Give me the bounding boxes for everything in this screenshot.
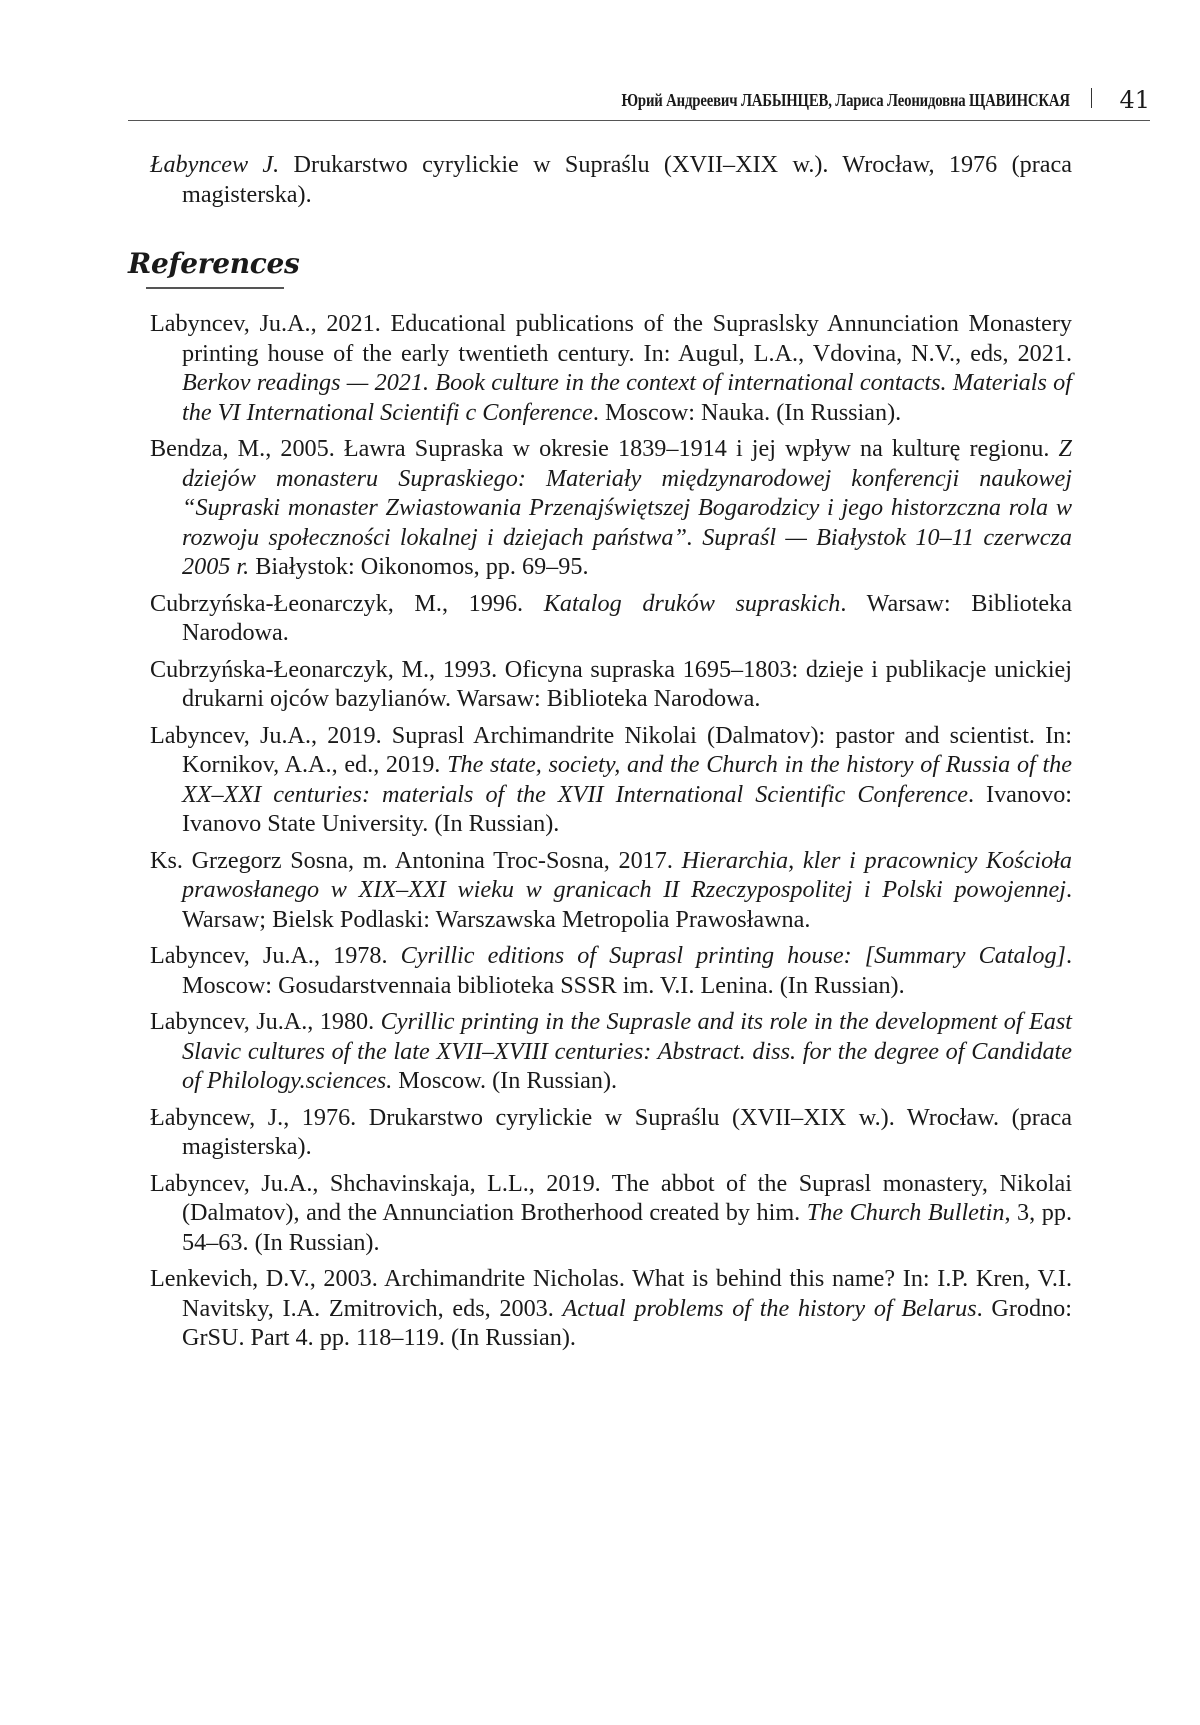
header-separator — [1091, 88, 1092, 108]
reference-entry: Labyncev, Ju.A., 2021. Educational publications of the Supraslsky Annunciation Monastery printing house of the early twentieth century. In: Augul, L.A., Vdovina, N.V., eds, 2021. Berkov readings — 2021. Book culture in the context of international contacts. Materials of the VI International Scientifi c Conference. Moscow: Nauka. (In Russian). — [150, 310, 1072, 426]
reference-entry: Cubrzyńska-Łeonarczyk, M., 1993. Oficyna supraska 1695–1803: dzieje i publikacje unickiej drukarni ojców bazylianów. Warsaw: Biblioteka Narodowa. — [150, 655, 1072, 712]
page-number: 41 — [1119, 86, 1150, 114]
bibliography-entry — [150, 150, 1072, 209]
heading-underline — [146, 287, 284, 289]
reference-entry: Ks. Grzegorz Sosna, m. Antonina Troc-Sosna, 2017. Hierarchia, kler i pracownicy Kościoła prawosłanego w XIX–XXI wieku w granicach II Rzeczypospolitej i Polski powojennej. Warsaw; Bielsk Podlaski: Warszawska Metropolia Prawosławna. — [150, 846, 1072, 933]
reference-entry: Labyncev, Ju.A., Shchavinskaja, L.L., 2019. The abbot of the Suprasl monastery, Nikolai (Dalmatov), and the Annunciation Brotherhood created by him. The Church Bulletin, 3, pp. 54–63. (In Russian). — [150, 1169, 1072, 1256]
reference-entry: Bendza, M., 2005. Ławra Supraska w okresie 1839–1914 i jej wpływ na kulturę regionu. Z dziejów monasteru Supraskiego: Materiały międzynarodowej konferencji naukowej “Supraski monaster Zwiastowania Przenajświętszej Bogarodzicy i jego historzczna rola w rozwoju społeczności lokalnej i dziejach państwa”. Supraśl — Białystok 10–11 czerwcza 2005 r. Białystok: Oikonomos, pp. 69–95. — [150, 435, 1072, 580]
entry-author-italic: Łabyncew J. — [150, 151, 280, 178]
reference-entry: Łabyncew, J., 1976. Drukarstwo cyrylickie w Supraślu (XVII–XIX w.). Wrocław. (praca magisterska). — [150, 1103, 1072, 1160]
entry-text: Drukarstwo cyrylickie w Supraślu (XVII–XIX w.). Wrocław, 1976 (praca magisterska). — [182, 151, 1072, 208]
top-entry-block — [150, 150, 1072, 216]
reference-entry: Labyncev, Ju.A., 1978. Cyrillic editions of Suprasl printing house: [Summary Catalog]. Moscow: Gosudarstvennaia biblioteka SSSR im. V.I. Lenina. (In Russian). — [150, 942, 1072, 999]
reference-entry: Labyncev, Ju.A., 2019. Suprasl Archimandrite Nikolai (Dalmatov): pastor and scientist. In: Kornikov, A.A., ed., 2019. The state, society, and the Church in the history of Russia of the XX–XXI centuries: materials of the XVII International Scientific Conference. Ivanovo: Ivanovo State University. (In Russian). — [150, 721, 1073, 837]
references-heading: References — [128, 247, 300, 280]
reference-entry: Cubrzyńska-Łeonarczyk, M., 1996. Katalog druków supraskich. Warsaw: Biblioteka Narodowa. — [150, 589, 1072, 646]
running-header — [128, 84, 1150, 121]
reference-entry: Lenkevich, D.V., 2003. Archimandrite Nicholas. What is behind this name? In: I.P. Kren, V.I. Navitsky, I.A. Zmitrovich, eds, 2003. Actual problems of the history of Belarus. Grodno: GrSU. Part 4. pp. 118–119. (In Russian). — [150, 1265, 1072, 1351]
reference-entry: Labyncev, Ju.A., 1980. Cyrillic printing in the Suprasle and its role in the development of East Slavic cultures of the late XVII–XVIII centuries: Abstract. diss. for the degree of Candidate of Philology.sciences. Moscow. (In Russian). — [150, 1008, 1073, 1094]
header-authors: Юрий Андреевич ЛАБЫНЦЕВ, Лариса Леонидовна ЩАВИНСКАЯ — [621, 90, 1070, 110]
references-list — [150, 309, 1072, 1360]
